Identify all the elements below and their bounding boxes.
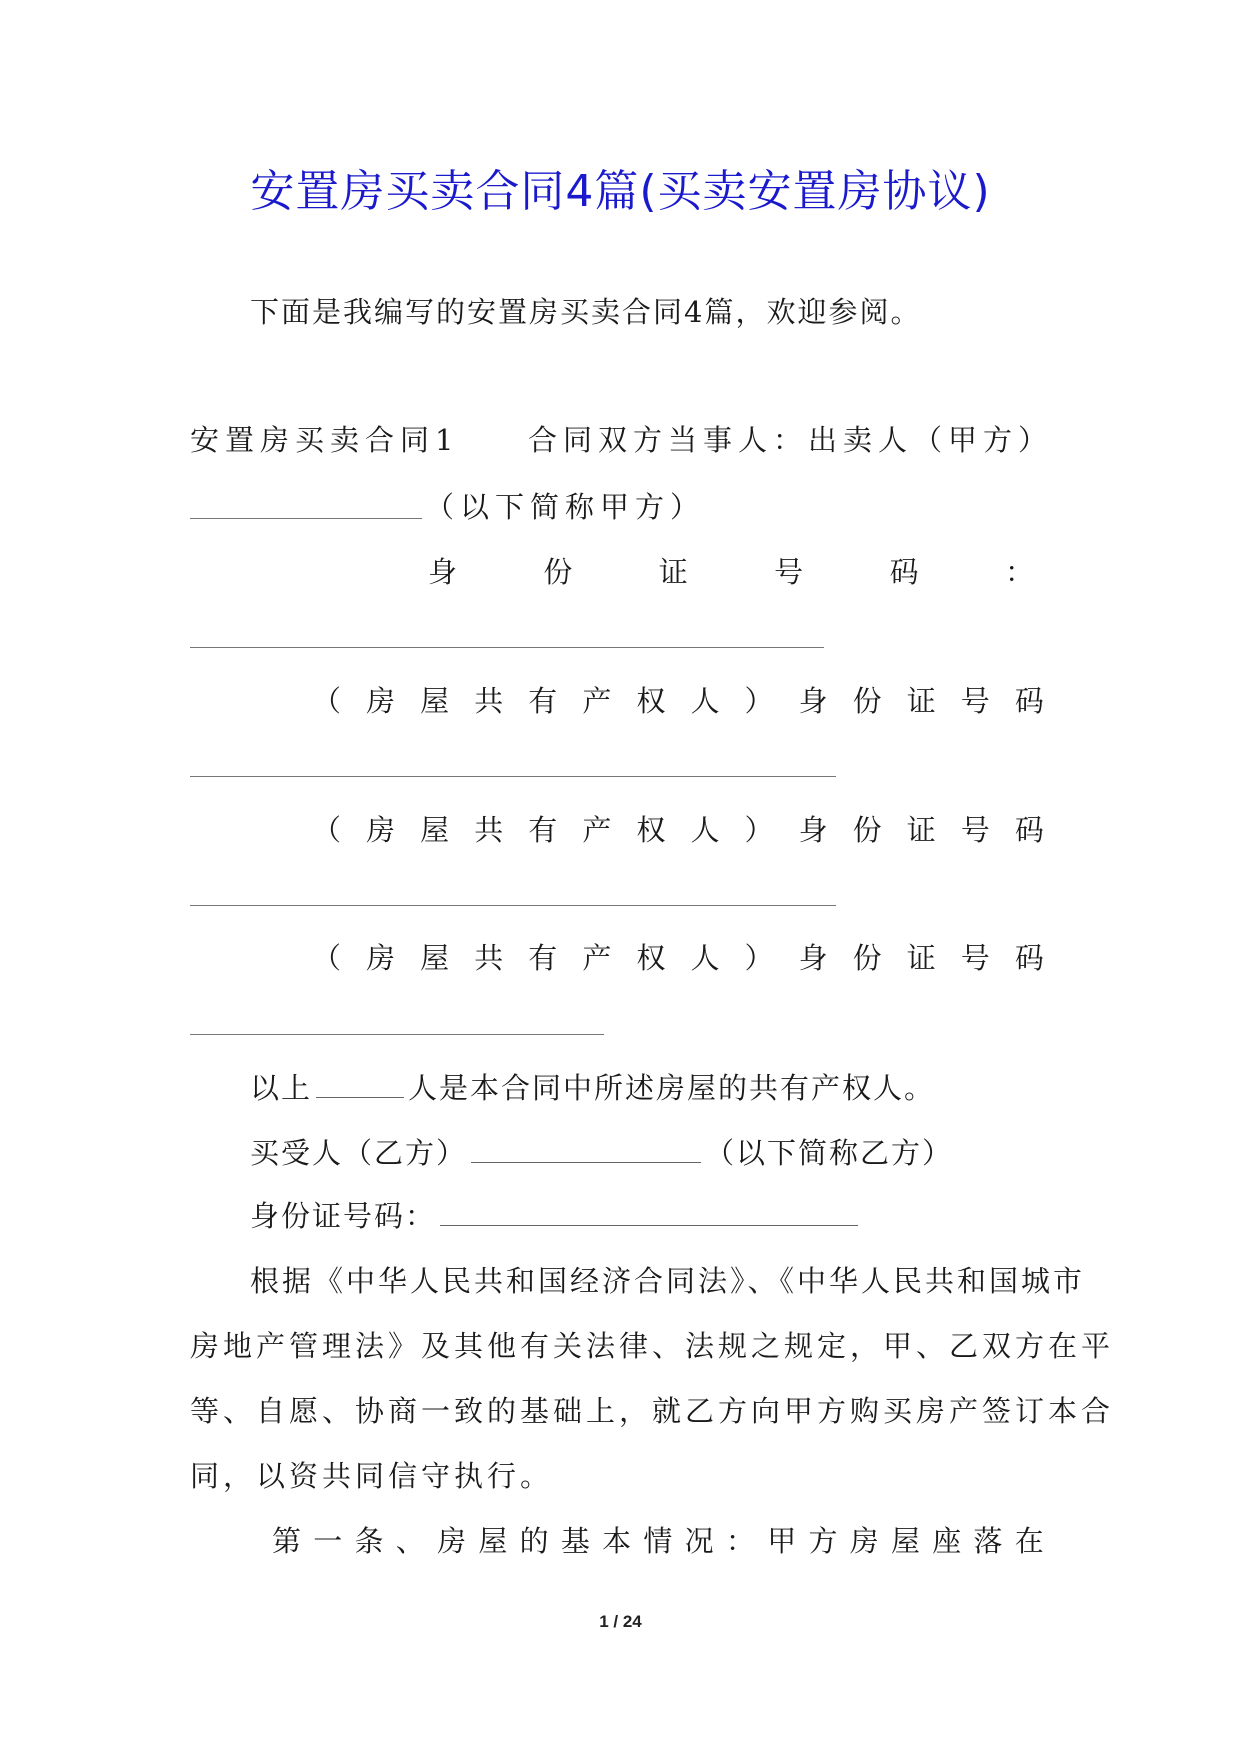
buyer-name-blank bbox=[471, 1136, 701, 1163]
spread-char: 有 bbox=[528, 684, 558, 718]
spread-char: 码 bbox=[1014, 684, 1044, 718]
spread-char: 共 bbox=[474, 684, 504, 718]
spread-char: ） bbox=[744, 941, 774, 975]
spread-char: 身 bbox=[798, 941, 828, 975]
spread-char: 人 bbox=[690, 813, 720, 847]
spread-char: 的 bbox=[519, 1524, 549, 1558]
spread-char: 屋 bbox=[420, 813, 450, 847]
spread-char: 份 bbox=[852, 813, 882, 847]
parties-intro: 合同双方当事人：出卖人（甲方） bbox=[528, 423, 1054, 457]
intro-paragraph: 下面是我编写的安置房买卖合同4篇，欢迎参阅。 bbox=[250, 295, 922, 329]
spread-char: 份 bbox=[852, 941, 882, 975]
spread-char: 条 bbox=[354, 1524, 384, 1558]
spread-char: 房 bbox=[849, 1524, 879, 1558]
spread-char: 有 bbox=[528, 813, 558, 847]
spread-char: 身 bbox=[798, 813, 828, 847]
spread-char: （ bbox=[312, 941, 342, 975]
contract-heading: 安置房买卖合同1 bbox=[190, 423, 460, 457]
spread-char: 座 bbox=[932, 1524, 962, 1558]
spread-char: 房 bbox=[437, 1524, 467, 1558]
spread-char: 号 bbox=[960, 813, 990, 847]
document-title: 安置房买卖合同4篇(买卖安置房协议) bbox=[250, 166, 991, 217]
coowner-id-label-3 bbox=[312, 938, 1044, 978]
seller-name-blank bbox=[190, 518, 422, 519]
coowner-id-blank-3 bbox=[190, 1034, 604, 1035]
spread-char: ： bbox=[725, 1524, 755, 1558]
spread-char: 屋 bbox=[420, 684, 450, 718]
spread-char: 证 bbox=[906, 941, 936, 975]
spread-char: 码 bbox=[889, 555, 919, 589]
spread-char: 身 bbox=[798, 684, 828, 718]
coowner-sentence bbox=[250, 1068, 935, 1108]
spread-char: 情 bbox=[643, 1524, 673, 1558]
buyer-id-blank bbox=[440, 1199, 858, 1226]
spread-char: 权 bbox=[636, 813, 666, 847]
basis-line-4: 同，以资共同信守执行。 bbox=[190, 1459, 554, 1493]
spread-char: 产 bbox=[582, 813, 612, 847]
spread-char: （ bbox=[312, 813, 342, 847]
article-1-heading bbox=[272, 1521, 1044, 1561]
spread-char: 甲 bbox=[767, 1524, 797, 1558]
spread-char: 份 bbox=[852, 684, 882, 718]
seller-id-label bbox=[428, 552, 1034, 592]
spread-char: 共 bbox=[474, 813, 504, 847]
seller-id-blank bbox=[190, 647, 824, 648]
spread-char: 证 bbox=[658, 555, 688, 589]
spread-char: 产 bbox=[582, 941, 612, 975]
coowner-sentence-end: 人是本合同中所述房屋的共有产权人。 bbox=[408, 1071, 936, 1105]
coowner-id-label-1 bbox=[312, 681, 1044, 721]
spread-char: ） bbox=[744, 684, 774, 718]
spread-char: 号 bbox=[960, 684, 990, 718]
coowner-id-label-2 bbox=[312, 810, 1044, 850]
spread-char: 权 bbox=[636, 941, 666, 975]
spread-char: 号 bbox=[960, 941, 990, 975]
coowner-id-blank-2 bbox=[190, 905, 836, 906]
spread-char: 号 bbox=[774, 555, 804, 589]
spread-char: 份 bbox=[543, 555, 573, 589]
spread-char: 身 bbox=[428, 555, 458, 589]
basis-line-2: 房地产管理法》及其他有关法律、法规之规定，甲、乙双方在平 bbox=[190, 1329, 1115, 1363]
seller-abbrev: （以下简称甲方） bbox=[425, 490, 706, 524]
spread-char: 证 bbox=[906, 684, 936, 718]
spread-char: 在 bbox=[1014, 1524, 1044, 1558]
spread-char: 共 bbox=[474, 941, 504, 975]
buyer-label: 买受人（乙方） bbox=[250, 1136, 468, 1170]
spread-char: 况 bbox=[684, 1524, 714, 1558]
spread-char: 屋 bbox=[478, 1524, 508, 1558]
coowner-id-blank-1 bbox=[190, 776, 836, 777]
coowner-count-blank bbox=[316, 1071, 404, 1098]
spread-char: 房 bbox=[366, 813, 396, 847]
spread-char: ： bbox=[1004, 555, 1034, 589]
buyer-line bbox=[250, 1133, 953, 1173]
spread-char: 产 bbox=[582, 684, 612, 718]
spread-char: （ bbox=[312, 684, 342, 718]
spread-char: 基 bbox=[560, 1524, 590, 1558]
spread-char: 一 bbox=[313, 1524, 343, 1558]
coowner-sentence-start: 以上 bbox=[250, 1071, 313, 1105]
page-indicator: 1 / 24 bbox=[599, 1612, 642, 1631]
spread-char: 有 bbox=[528, 941, 558, 975]
spread-char: ） bbox=[744, 813, 774, 847]
spread-char: 屋 bbox=[890, 1524, 920, 1558]
spread-char: 权 bbox=[636, 684, 666, 718]
spread-char: 第 bbox=[272, 1524, 302, 1558]
spread-char: 方 bbox=[808, 1524, 838, 1558]
spread-char: 证 bbox=[906, 813, 936, 847]
spread-char: 落 bbox=[973, 1524, 1003, 1558]
buyer-id-label: 身份证号码： bbox=[250, 1199, 437, 1233]
basis-line-1: 根据《中华人民共和国经济合同法》、《中华人民共和国城市 bbox=[250, 1264, 1086, 1298]
buyer-id-line bbox=[250, 1196, 862, 1236]
spread-char: 人 bbox=[690, 941, 720, 975]
spread-char: 屋 bbox=[420, 941, 450, 975]
buyer-abbrev: （以下简称乙方） bbox=[705, 1136, 954, 1170]
spread-char: 人 bbox=[690, 684, 720, 718]
spread-char: 码 bbox=[1014, 813, 1044, 847]
spread-char: 、 bbox=[395, 1524, 425, 1558]
spread-char: 房 bbox=[366, 684, 396, 718]
basis-line-3: 等、自愿、协商一致的基础上，就乙方向甲方购买房产签订本合 bbox=[190, 1394, 1115, 1428]
spread-char: 房 bbox=[366, 941, 396, 975]
spread-char: 本 bbox=[602, 1524, 632, 1558]
spread-char: 码 bbox=[1014, 941, 1044, 975]
